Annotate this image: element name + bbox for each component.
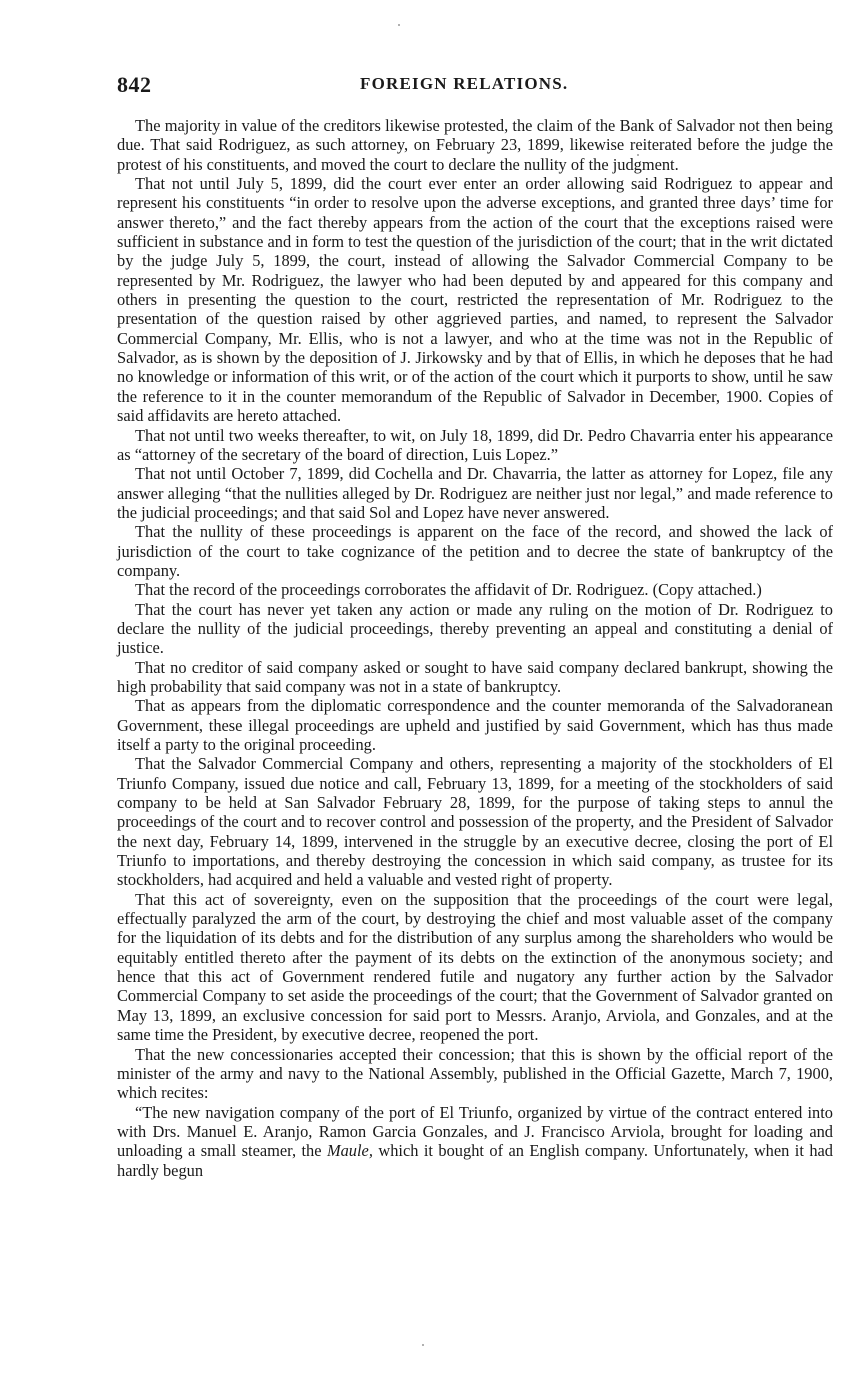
running-title: FOREIGN RELATIONS. <box>360 74 569 93</box>
page-number: 842 <box>117 72 152 97</box>
paragraph: That this act of sovereignty, even on the supposition that the proceedings of the court were legal, effectually paralyzed the arm of the court, by destroying the chief and most valuable asset of the company for the liquidation of its debts and for the distribution of any surplus among the shareholders who would be equitably entitled thereto after the payment of its debts on the extinction of the anonymous society; and hence that this act of Government rendered futile and nugatory any further action by the Salvador Commercial Company to set aside the proceedings of the court; that the Government of Salvador granted on May 13, 1899, an exclusive concession for said port to Messrs. Aranjo, Arviola, and Gonzales, and at the same time the President, by executive decree, reopened the port. <box>117 889 833 1045</box>
paragraph: That the record of the proceedings corroborates the affidavit of Dr. Rodriguez. (Copy attached.) <box>135 580 762 600</box>
ship-name: Maule, <box>326 1141 373 1161</box>
quote-text-continued: which it bought of an English company. Unfortunately, when it had hardly begun <box>117 1141 833 1180</box>
paragraph: That no creditor of said company asked or sought to have said company declared bankrupt, showing the high probability that said company was not in a state of bankruptcy. <box>117 657 833 696</box>
quoted-paragraph <box>117 1103 833 1180</box>
scan-speck <box>398 24 400 26</box>
paragraph: The majority in value of the creditors likewise protested, the claim of the Bank of Salvador not then being due. That said Rodriguez, as such attorney, on February 23, 1899, likewise reiterated before the judge the protest of his constituents, and moved the court to declare the nullity of the judgment. <box>117 116 833 174</box>
paragraph: That as appears from the diplomatic correspondence and the counter memoranda of the Salvadoranean Government, these illegal proceedings are upheld and justified by said Government, which has thus made itself a party to the original proceeding. <box>117 696 833 754</box>
paragraph: That the nullity of these proceedings is apparent on the face of the record, and showed the lack of jurisdiction of the court to take cognizance of the petition and to decree the state of bankruptcy of the company. <box>117 522 833 580</box>
paragraph: That not until two weeks thereafter, to wit, on July 18, 1899, did Dr. Pedro Chavarria enter his appearance as “attorney of the secretary of the board of direction, Luis Lopez.” <box>117 425 833 464</box>
paragraph: That not until October 7, 1899, did Cochella and Dr. Chavarria, the latter as attorney for Lopez, file any answer alleging “that the nullities alleged by Dr. Rodriguez are neither just nor legal,” and made reference to the judicial proceedings; and that said Sol and Lopez have never answered. <box>117 464 833 522</box>
paragraph: That the court has never yet taken any action or made any ruling on the motion of Dr. Rodriguez to declare the nullity of the judicial proceedings, thereby preventing an appeal and constituting a denial of justice. <box>117 599 833 658</box>
scan-speck <box>422 1344 424 1346</box>
body-text <box>117 116 833 1180</box>
paragraph: That the new concessionaries accepted their concession; that this is shown by the official report of the minister of the army and navy to the National Assembly, published in the Official Gazette, March 7, 1900, which recites: <box>117 1044 833 1103</box>
paragraph: That not until July 5, 1899, did the court ever enter an order allowing said Rodriguez to appear and represent his constituents “in order to resolve upon the adverse exceptions, and granted three days’ time for answer thereto,” and the fact thereby appears from the action of the court that the exceptions raised were sufficient in substance and in form to test the question of the jurisdiction of the court; that in the writ dictated by the judge July 5, 1899, the court, instead of allowing the Salvador Commercial Company to be represented by Mr. Rodriguez, the lawyer who had been deputed by and appeared for this company and others in presenting the question to the court, restricted the representation of Mr. Rodriguez to the presentation of the question raised by other aggrieved parties, and named, to represent the Salvador Commercial Company, Mr. Ellis, who is not a lawyer, and who at the time was not in the Republic of Salvador, as is shown by the deposition of J. Jirkowsky and by that of Ellis, in which he deposes that he had no knowledge or information of this writ, or of the action of the court which it purports to show, until he saw the reference to it in the counter memorandum of the Republic of Salvador in December, 1900. Copies of said affidavits are hereto attached. <box>117 174 833 426</box>
quote-text: “The new navigation company of the port of El Triunfo, organized by virtue of the contract entered into with Drs. Manuel E. Aranjo, Ramon Garcia Gonzales, and J. Francisco Arviola, brought for loading and unloading a small steamer, the <box>117 1102 833 1161</box>
page-header <box>117 72 833 102</box>
paragraph: That the Salvador Commercial Company and others, representing a majority of the stockholders of El Triunfo Company, issued due notice and call, February 13, 1899, for a meeting of the stockholders of said company to be held at San Salvador February 28, 1899, for the purpose of taking steps to annul the proceedings of the court and to recover control and possession of the property, and the President of Salvador the next day, February 14, 1899, intervened in the struggle by an executive decree, closing the port of El Triunfo to importations, and thereby destroying the concession in which said company, as trustee for its stockholders, had acquired and held a valuable and vested right of property. <box>117 754 833 890</box>
